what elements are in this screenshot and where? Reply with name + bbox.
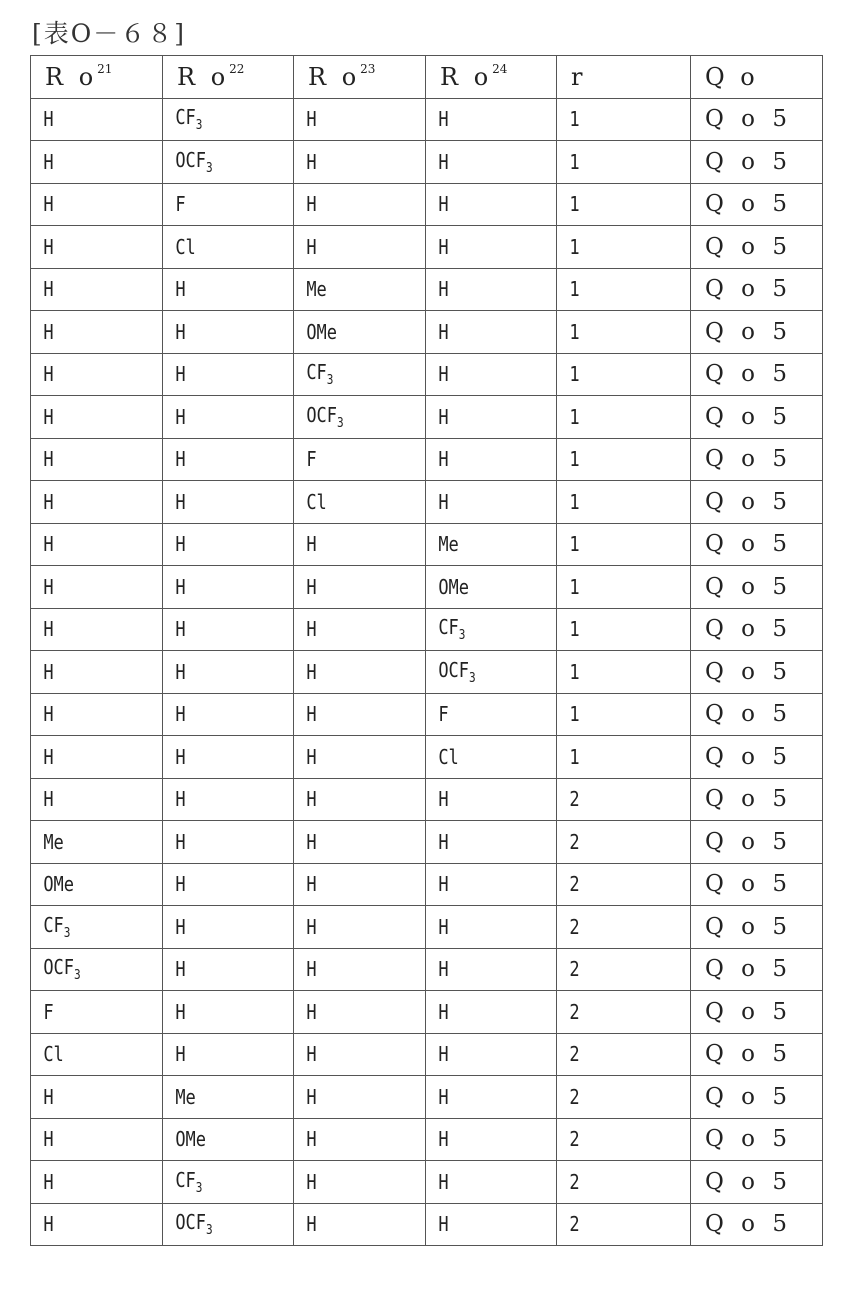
cell-ro23: Me xyxy=(294,268,406,311)
column-header-ro24 xyxy=(426,56,557,99)
cell-ro23: H xyxy=(294,736,406,779)
cell-ro22: H xyxy=(163,991,274,1034)
table-row xyxy=(31,693,823,736)
cell-ro21: H xyxy=(31,736,143,779)
cell-ro21: Cl xyxy=(31,1033,143,1076)
cell-ro21: $OCF_3$ xyxy=(31,948,143,991)
column-header-ro23 xyxy=(294,56,426,99)
cell-ro24: $CF_3$ xyxy=(426,608,537,651)
cell-ro21: H xyxy=(31,98,143,141)
cell-qo: Q o 5 xyxy=(691,98,823,141)
cell-qo: Q o 5 xyxy=(691,906,823,949)
cell-ro22: Cl xyxy=(163,226,274,269)
cell-qo: Q o 5 xyxy=(691,183,823,226)
column-header-qo xyxy=(691,56,823,99)
cell-ro23: H xyxy=(294,948,406,991)
table-body xyxy=(31,98,823,1246)
cell-r: 1 xyxy=(557,311,671,354)
table-row xyxy=(31,991,823,1034)
cell-qo: Q o 5 xyxy=(691,1033,823,1076)
cell-ro22: $CF_3$ xyxy=(163,1161,274,1204)
cell-r: 2 xyxy=(557,863,671,906)
cell-ro23: H xyxy=(294,608,406,651)
cell-ro22: H xyxy=(163,353,274,396)
cell-ro23: H xyxy=(294,1118,406,1161)
cell-ro22: H xyxy=(163,523,274,566)
cell-r: 1 xyxy=(557,481,671,524)
table-row xyxy=(31,1161,823,1204)
column-header-ro21 xyxy=(31,56,163,99)
cell-ro22: $OCF_3$ xyxy=(163,141,274,184)
cell-ro24: H xyxy=(426,353,537,396)
cell-ro23: H xyxy=(294,1161,406,1204)
table-row xyxy=(31,821,823,864)
cell-ro21: H xyxy=(31,1161,143,1204)
cell-ro24: H xyxy=(426,1033,537,1076)
header-superscript: 23 xyxy=(360,62,376,77)
header-label: R o xyxy=(45,63,98,92)
cell-ro24: H xyxy=(426,438,537,481)
cell-ro21: H xyxy=(31,693,143,736)
cell-ro21: $CF_3$ xyxy=(31,906,143,949)
cell-ro24: H xyxy=(426,1203,537,1246)
table-row xyxy=(31,396,823,439)
cell-r: 1 xyxy=(557,736,671,779)
cell-ro21: H xyxy=(31,1118,143,1161)
cell-ro21: H xyxy=(31,141,143,184)
cell-ro22: H xyxy=(163,1033,274,1076)
cell-qo: Q o 5 xyxy=(691,863,823,906)
cell-qo: Q o 5 xyxy=(691,821,823,864)
header-superscript: 21 xyxy=(97,62,113,77)
cell-ro21: H xyxy=(31,523,143,566)
cell-ro23: H xyxy=(294,566,406,609)
table-row xyxy=(31,268,823,311)
header-label: r xyxy=(571,62,587,91)
column-header-ro22 xyxy=(163,56,294,99)
cell-r: 2 xyxy=(557,1076,671,1119)
cell-ro22: Me xyxy=(163,1076,274,1119)
header-superscript: 22 xyxy=(229,62,245,77)
cell-r: 2 xyxy=(557,1161,671,1204)
cell-ro21: H xyxy=(31,438,143,481)
cell-ro23: H xyxy=(294,778,406,821)
table-row xyxy=(31,778,823,821)
cell-qo: Q o 5 xyxy=(691,353,823,396)
cell-ro23: H xyxy=(294,523,406,566)
table-row xyxy=(31,523,823,566)
cell-ro22: H xyxy=(163,778,274,821)
cell-qo: Q o 5 xyxy=(691,736,823,779)
table-row xyxy=(31,736,823,779)
cell-r: 2 xyxy=(557,821,671,864)
cell-ro21: H xyxy=(31,353,143,396)
cell-ro22: H xyxy=(163,693,274,736)
cell-ro21: H xyxy=(31,226,143,269)
cell-ro24: H xyxy=(426,1161,537,1204)
cell-ro22: H xyxy=(163,948,274,991)
cell-r: 1 xyxy=(557,651,671,694)
cell-ro23: H xyxy=(294,141,406,184)
cell-ro22: H xyxy=(163,481,274,524)
cell-qo: Q o 5 xyxy=(691,438,823,481)
cell-ro22: F xyxy=(163,183,274,226)
cell-r: 1 xyxy=(557,523,671,566)
cell-ro21: H xyxy=(31,1076,143,1119)
cell-qo: Q o 5 xyxy=(691,1118,823,1161)
cell-ro23: H xyxy=(294,98,406,141)
cell-qo: Q o 5 xyxy=(691,396,823,439)
table-row xyxy=(31,183,823,226)
cell-ro24: H xyxy=(426,98,537,141)
cell-ro24: H xyxy=(426,226,537,269)
table-caption: [表O－６８] xyxy=(32,19,187,48)
cell-ro21: H xyxy=(31,183,143,226)
cell-ro21: H xyxy=(31,608,143,651)
cell-qo: Q o 5 xyxy=(691,481,823,524)
cell-qo: Q o 5 xyxy=(691,693,823,736)
cell-ro22: H xyxy=(163,651,274,694)
cell-r: 2 xyxy=(557,1118,671,1161)
cell-qo: Q o 5 xyxy=(691,651,823,694)
cell-ro22: H xyxy=(163,821,274,864)
cell-ro21: H xyxy=(31,311,143,354)
cell-ro22: H xyxy=(163,566,274,609)
cell-qo: Q o 5 xyxy=(691,948,823,991)
cell-ro24: F xyxy=(426,693,537,736)
cell-ro22: H xyxy=(163,863,274,906)
cell-ro23: H xyxy=(294,693,406,736)
cell-r: 1 xyxy=(557,566,671,609)
cell-ro24: H xyxy=(426,1118,537,1161)
table-row xyxy=(31,863,823,906)
cell-r: 2 xyxy=(557,1033,671,1076)
header-label: R o xyxy=(177,63,230,92)
table-row xyxy=(31,1118,823,1161)
cell-ro24: H xyxy=(426,821,537,864)
cell-ro21: H xyxy=(31,396,143,439)
cell-ro23: H xyxy=(294,226,406,269)
cell-ro24: H xyxy=(426,396,537,439)
table-row xyxy=(31,311,823,354)
cell-qo: Q o 5 xyxy=(691,1161,823,1204)
table-row xyxy=(31,1203,823,1246)
table-row xyxy=(31,226,823,269)
cell-ro21: Me xyxy=(31,821,143,864)
cell-ro24: H xyxy=(426,1076,537,1119)
table-row xyxy=(31,481,823,524)
header-row xyxy=(31,56,823,99)
cell-r: 1 xyxy=(557,226,671,269)
cell-ro21: H xyxy=(31,268,143,311)
cell-r: 1 xyxy=(557,438,671,481)
cell-ro22: OMe xyxy=(163,1118,274,1161)
cell-r: 2 xyxy=(557,948,671,991)
cell-ro24: Me xyxy=(426,523,537,566)
cell-ro23: $OCF_3$ xyxy=(294,396,406,439)
cell-r: 1 xyxy=(557,396,671,439)
cell-r: 2 xyxy=(557,1203,671,1246)
cell-r: 1 xyxy=(557,183,671,226)
cell-ro23: H xyxy=(294,183,406,226)
cell-ro22: H xyxy=(163,396,274,439)
cell-ro23: OMe xyxy=(294,311,406,354)
cell-ro22: H xyxy=(163,736,274,779)
cell-qo: Q o 5 xyxy=(691,226,823,269)
cell-qo: Q o 5 xyxy=(691,268,823,311)
cell-qo: Q o 5 xyxy=(691,141,823,184)
cell-r: 1 xyxy=(557,353,671,396)
table-row xyxy=(31,566,823,609)
cell-ro24: H xyxy=(426,863,537,906)
cell-r: 1 xyxy=(557,608,671,651)
cell-ro24: H xyxy=(426,268,537,311)
table-row xyxy=(31,948,823,991)
header-superscript: 24 xyxy=(492,62,508,77)
cell-ro23: H xyxy=(294,1203,406,1246)
cell-qo: Q o 5 xyxy=(691,608,823,651)
cell-ro23: H xyxy=(294,906,406,949)
cell-ro23: $CF_3$ xyxy=(294,353,406,396)
cell-ro24: H xyxy=(426,948,537,991)
cell-ro24: OMe xyxy=(426,566,537,609)
cell-qo: Q o 5 xyxy=(691,1076,823,1119)
cell-qo: Q o 5 xyxy=(691,991,823,1034)
cell-ro22: H xyxy=(163,438,274,481)
cell-r: 1 xyxy=(557,268,671,311)
cell-ro24: H xyxy=(426,906,537,949)
cell-ro24: H xyxy=(426,778,537,821)
cell-ro21: H xyxy=(31,778,143,821)
header-label: R o xyxy=(308,63,361,92)
cell-r: 2 xyxy=(557,906,671,949)
cell-ro23: H xyxy=(294,821,406,864)
cell-ro21: H xyxy=(31,1203,143,1246)
cell-ro24: $OCF_3$ xyxy=(426,651,537,694)
table-row xyxy=(31,1033,823,1076)
cell-ro21: H xyxy=(31,651,143,694)
cell-ro23: H xyxy=(294,991,406,1034)
cell-r: 2 xyxy=(557,991,671,1034)
cell-ro21: F xyxy=(31,991,143,1034)
table-row xyxy=(31,141,823,184)
column-header-r xyxy=(557,56,691,99)
cell-ro24: Cl xyxy=(426,736,537,779)
table-row xyxy=(31,98,823,141)
cell-qo: Q o 5 xyxy=(691,778,823,821)
cell-qo: Q o 5 xyxy=(691,566,823,609)
cell-qo: Q o 5 xyxy=(691,1203,823,1246)
cell-ro22: H xyxy=(163,311,274,354)
cell-ro24: H xyxy=(426,183,537,226)
cell-ro22: H xyxy=(163,608,274,651)
cell-ro23: F xyxy=(294,438,406,481)
table-row xyxy=(31,353,823,396)
cell-ro23: H xyxy=(294,651,406,694)
table-row xyxy=(31,438,823,481)
cell-ro22: $CF_3$ xyxy=(163,98,274,141)
cell-ro22: H xyxy=(163,268,274,311)
cell-ro21: H xyxy=(31,566,143,609)
cell-ro21: H xyxy=(31,481,143,524)
substituent-table xyxy=(30,55,823,1246)
cell-r: 1 xyxy=(557,98,671,141)
header-label: R o xyxy=(440,63,493,92)
cell-r: 2 xyxy=(557,778,671,821)
table-row xyxy=(31,1076,823,1119)
cell-ro24: H xyxy=(426,991,537,1034)
cell-ro23: H xyxy=(294,1033,406,1076)
cell-ro24: H xyxy=(426,481,537,524)
table-row xyxy=(31,906,823,949)
header-label: Q o xyxy=(705,62,759,91)
cell-ro24: H xyxy=(426,141,537,184)
cell-ro22: H xyxy=(163,906,274,949)
cell-ro23: Cl xyxy=(294,481,406,524)
cell-qo: Q o 5 xyxy=(691,523,823,566)
cell-r: 1 xyxy=(557,141,671,184)
cell-ro22: $OCF_3$ xyxy=(163,1203,274,1246)
cell-qo: Q o 5 xyxy=(691,311,823,354)
table-row xyxy=(31,651,823,694)
cell-ro23: H xyxy=(294,863,406,906)
cell-ro23: H xyxy=(294,1076,406,1119)
table-row xyxy=(31,608,823,651)
cell-ro21: OMe xyxy=(31,863,143,906)
cell-ro24: H xyxy=(426,311,537,354)
cell-r: 1 xyxy=(557,693,671,736)
